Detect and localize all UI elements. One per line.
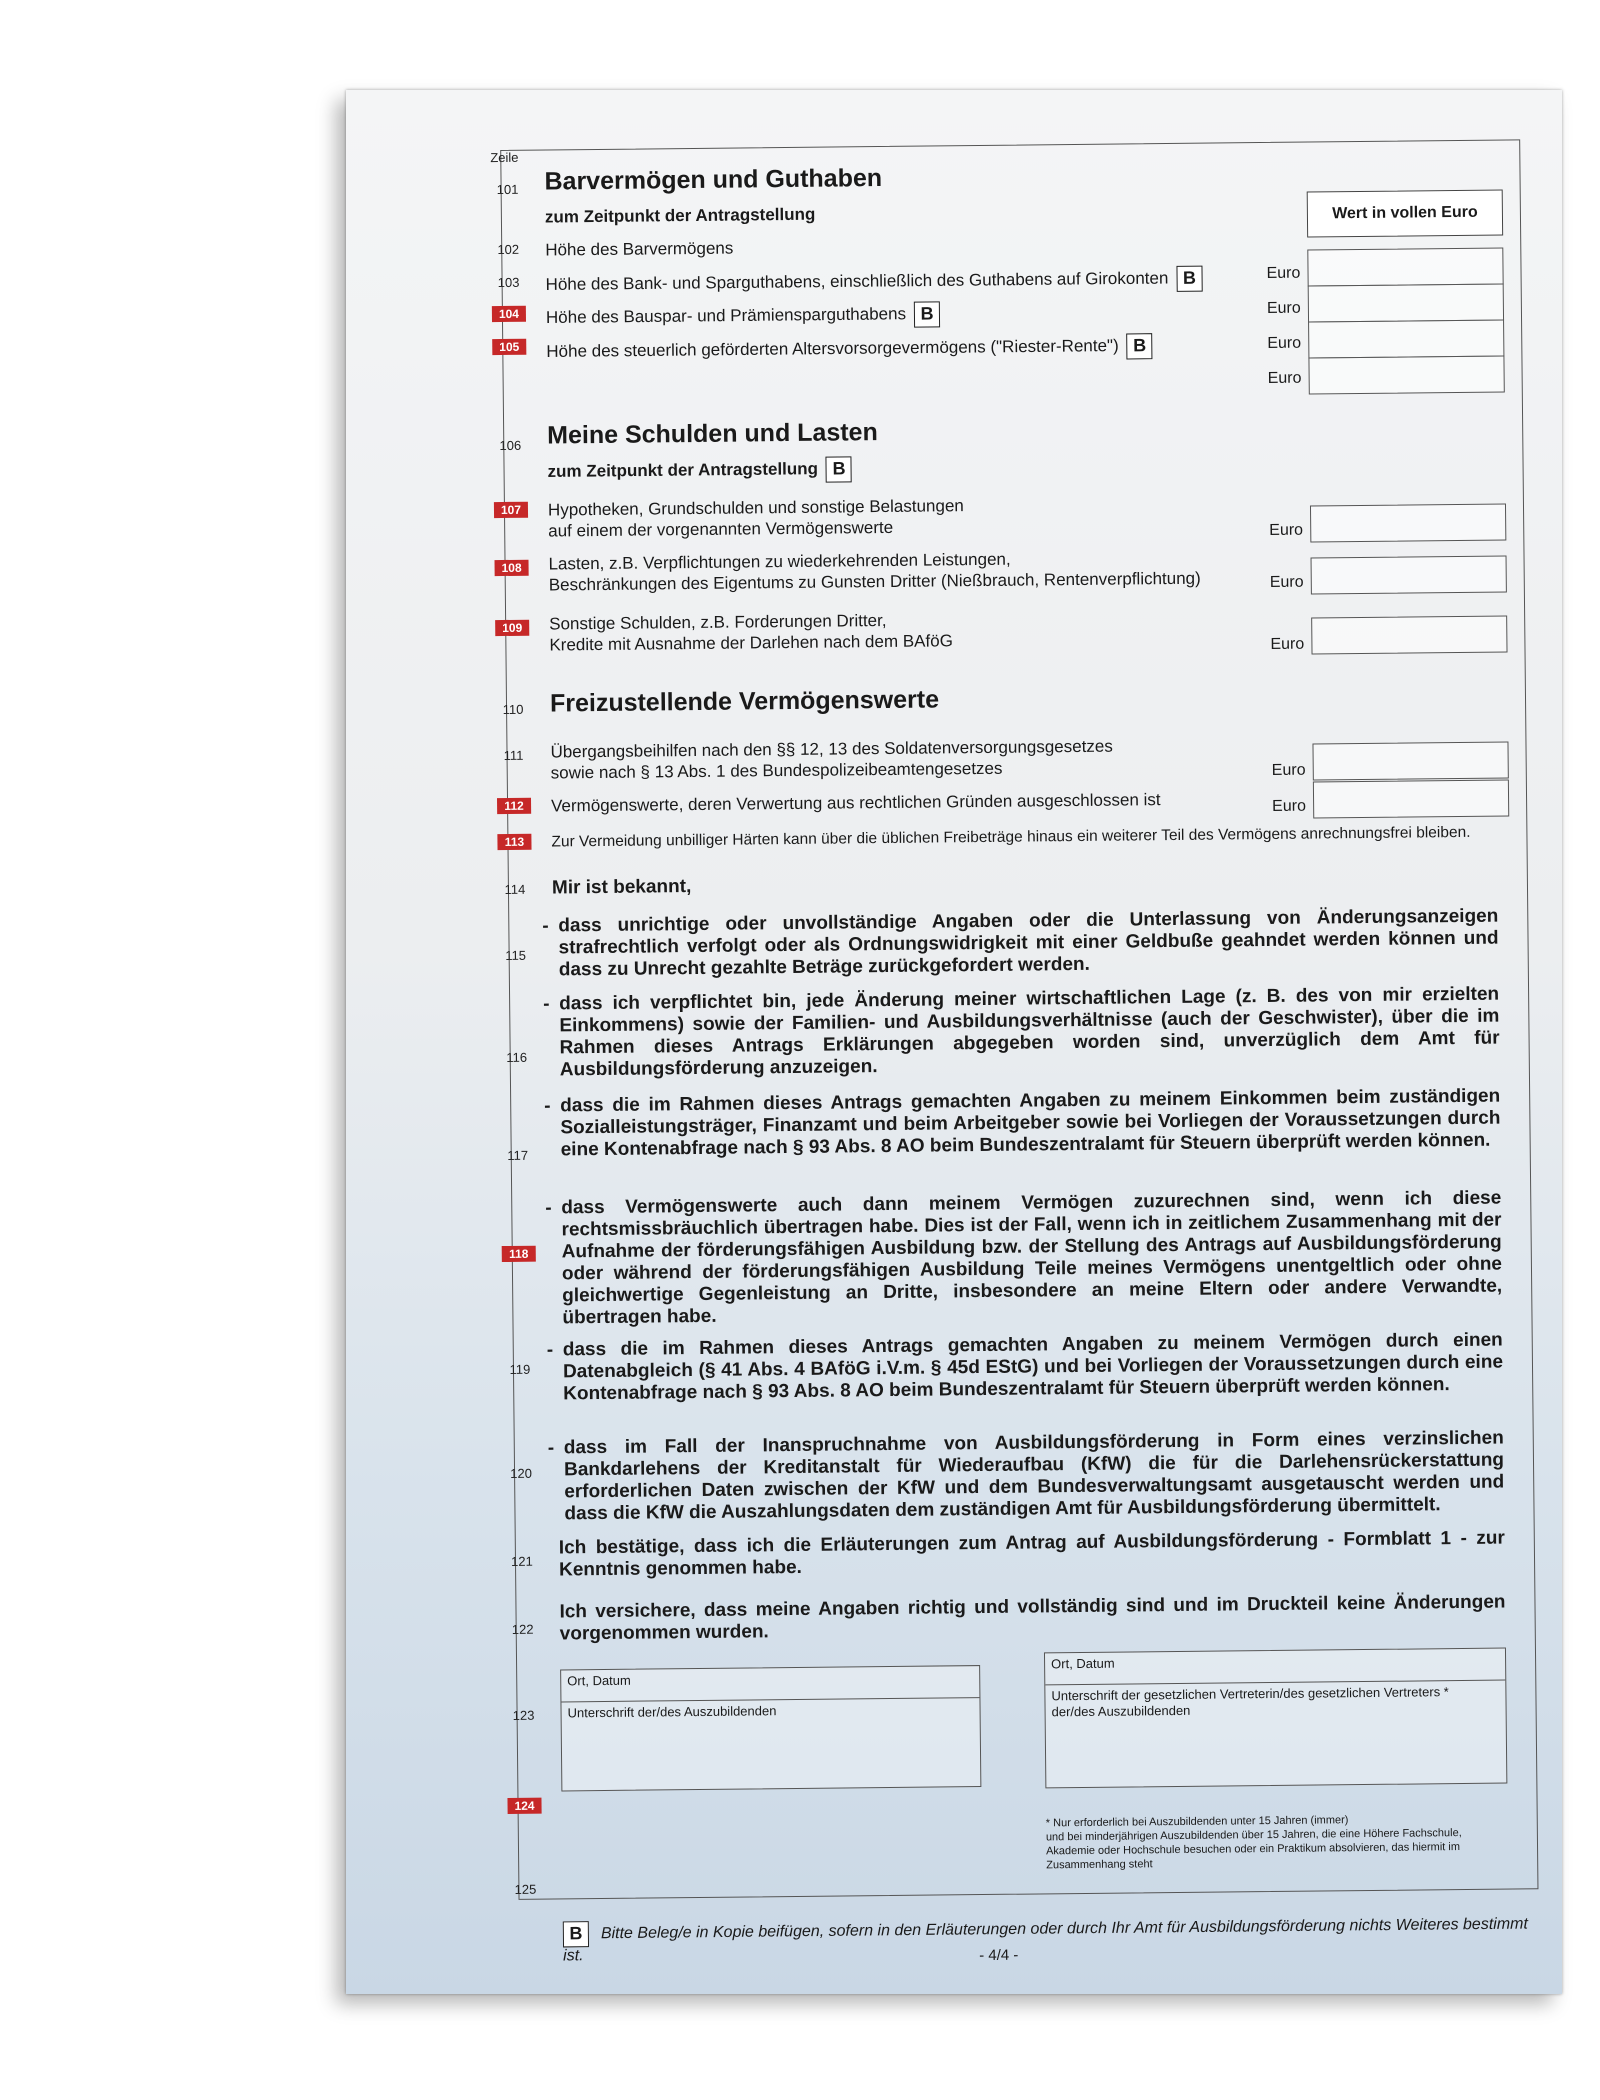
amount-input[interactable] [1308, 355, 1504, 394]
field-label: Lasten, z.B. Verpflichtungen zu wiederkehrenden Leistungen, Beschränkungen des Eigentums zu Gunsten Dritter (Nießbrauch, Rentenverpflichtung) [548, 549, 1201, 595]
declaration-item: - dass im Fall der Inanspruchnahme von Ausbildungsförderung in Form eines verzinslichen Bankdarlehens der Kreditanstalt für Wiederaufbau (KfW) die für die Darlehensrückerstattung erforderlichen Daten zwischen der KfW und dem Bundesverwaltungsamt ausgetauscht werden und dass die KfW die Auszahlungsdaten dem zuständigen Amt für Ausbildungsförderung übermittelt. [547, 1427, 1505, 1525]
row-number: 123 [512, 1707, 535, 1723]
amount-input[interactable] [1310, 503, 1506, 542]
assurance-text: Ich versichere, dass meine Angaben richtig und vollständig sind und im Druckteil keine Änderungen vorgenommen wurden. [559, 1591, 1506, 1645]
row-number: 125 [514, 1881, 537, 1897]
amount-input[interactable] [1308, 319, 1504, 358]
field-label: Höhe des Bauspar- und Prämiensparguthabens B [546, 301, 940, 331]
row-number: 118 [502, 1246, 536, 1262]
confirmation-text: Ich bestätige, dass ich die Erläuterungen zum Antrag auf Ausbildungsförderung - Formblatt 1 - zur Kenntnis genommen habe. [558, 1527, 1505, 1581]
zeile-label: Zeile [490, 149, 519, 166]
beleg-badge: B [563, 1921, 589, 1947]
euro-label: Euro [1266, 299, 1301, 317]
euro-label: Euro [1267, 369, 1302, 387]
declaration-intro: Mir ist bekannt, [551, 876, 692, 899]
row-number: 122 [511, 1621, 534, 1637]
amount-input[interactable] [1313, 779, 1509, 818]
euro-label: Euro [1272, 797, 1307, 815]
page-number: - 4/4 - [979, 1946, 1019, 1965]
field-label: Höhe des steuerlich geförderten Altersvorsorgevermögens ("Riester-Rente") B [546, 333, 1153, 365]
row-number: 107 [494, 502, 528, 518]
section-subtitle: zum Zeitpunkt der Antragstellung [544, 204, 816, 227]
row-number: 101 [496, 181, 519, 198]
footnote: * Nur erforderlich bei Auszubildenden unter 15 Jahren (immer) und bei minderjährigen Auszubildenden über 15 Jahren, die eine Höhere Fachschule, Akademie oder Hochschule besuchen oder ein Praktikum absolvieren, das hiermit im Zusammenhang steht [1045, 1814, 1462, 1872]
place-date-label: Ort, Datum [561, 1666, 979, 1702]
row-number: 121 [511, 1553, 533, 1569]
euro-label: Euro [1271, 761, 1306, 779]
field-label: Hypotheken, Grundschulden und sonstige Belastungen auf einem der vorgenannten Vermögenswerte [547, 496, 964, 541]
row-number: 117 [507, 1147, 529, 1163]
field-label: Übergangsbeihilfen nach den §§ 12, 13 des Soldatenversorgungsgesetzes sowie nach § 13 Abs. 1 des Bundespolizeibeamtengesetzes [550, 736, 1113, 783]
amount-input[interactable] [1307, 248, 1503, 287]
attachment-hint: B Bitte Beleg/e in Kopie beifügen, sofern in den Erläuterungen oder durch Ihr Amt für Ausbildungsförderung nichts Weiteres bestimmt ist. [563, 1915, 1528, 1965]
declaration-item: - dass ich verpflichtet bin, jede Änderung meiner wirtschaftlichen Lage (z. B. des von mir erzielten Einkommens) sowie der Familien- und Ausbildungsverhältnisse (auch der Geschwister), über die im Rahmen dieses Antrags Erklärungen abgegeben worden sind, unverzüglich dem Amt für Ausbildungsförderung anzuzeigen. [543, 983, 1500, 1081]
guardian-signature-label: Unterschrift der gesetzlichen Vertreterin/des gesetzlichen Vertreters * der/des Auszubildenden [1051, 1684, 1449, 1720]
euro-label: Euro [1266, 264, 1301, 282]
field-note: Zur Vermeidung unbilliger Härten kann über die üblichen Freibeträge hinaus ein weiterer Teil des Vermögens anrechnungsfrei bleiben. [551, 823, 1471, 851]
row-number: 119 [509, 1361, 531, 1377]
amount-input[interactable] [1312, 741, 1508, 780]
row-number: 103 [497, 274, 520, 291]
row-number: 108 [495, 560, 529, 576]
euro-label: Euro [1269, 521, 1304, 539]
value-column-header: Wert in vollen Euro [1307, 190, 1503, 238]
section-title: Freizustellende Vermögenswerte [549, 685, 940, 718]
amount-input[interactable] [1311, 615, 1507, 654]
signature-box-student[interactable] [560, 1665, 981, 1791]
row-number: 111 [503, 747, 524, 763]
beleg-badge: B [826, 456, 852, 482]
row-number: 106 [499, 437, 522, 454]
row-number: 110 [502, 701, 524, 718]
place-date-label: Ort, Datum [1045, 1649, 1505, 1686]
field-label: Höhe des Barvermögens [545, 238, 734, 260]
row-number: 102 [497, 241, 520, 258]
row-number: 120 [510, 1465, 532, 1481]
section-title: Meine Schulden und Lasten [547, 418, 878, 450]
row-number: 115 [505, 947, 527, 963]
row-number: 124 [507, 1798, 541, 1814]
form-content [490, 119, 1549, 1965]
student-signature-label: Unterschrift der/des Auszubildenden [567, 1703, 777, 1721]
declaration-item: - dass Vermögenswerte auch dann meinem Vermögen zuzurechnen sind, wenn ich diese rechtsmissbräuchlich übertragen habe. Dies ist der Fall, wenn ich in zeitlichem Zusammenhang mit der Aufnahme der förderungsfähigen Ausbildung bzw. der Stellung des Antrags auf Ausbildungsförderung oder während der förderungsfähigen Ausbildung Teile meines Vermögens unentgeltlich oder ohne gleichwertige Gegenleistung an Dritte, insbesondere an meine Eltern oder andere Verwandte, übertragen habe. [545, 1187, 1503, 1329]
section-subtitle: zum Zeitpunkt der Antragstellung B [547, 456, 852, 485]
row-number: 113 [497, 834, 531, 850]
row-number: 112 [497, 798, 531, 814]
euro-label: Euro [1267, 334, 1302, 352]
row-number: 109 [495, 620, 529, 636]
field-label: Vermögenswerte, deren Verwertung aus rechtlichen Gründen ausgeschlossen ist [550, 790, 1161, 816]
field-label: Sonstige Schulden, z.B. Forderungen Dritter, Kredite mit Ausnahme der Darlehen nach dem BAföG [549, 610, 953, 655]
declaration-item: - dass unrichtige oder unvollständige Angaben oder die Unterlassung von Änderungsanzeigen strafrechtlich verfolgt oder als Ordnungswidrigkeit mit einer Geldbuße geahndet werden können und dass zu Unrecht gezahlte Beträge zurückgefordert werden. [542, 905, 1499, 981]
beleg-badge: B [1176, 266, 1202, 292]
euro-label: Euro [1270, 635, 1305, 653]
row-number: 104 [492, 306, 526, 322]
row-number: 116 [506, 1049, 528, 1065]
signature-box-guardian[interactable] [1044, 1648, 1507, 1789]
row-number: 114 [504, 881, 526, 897]
amount-input[interactable] [1311, 555, 1507, 594]
beleg-badge: B [914, 301, 940, 327]
amount-input[interactable] [1308, 283, 1504, 322]
beleg-badge: B [1127, 333, 1153, 359]
declaration-item: - dass die im Rahmen dieses Antrags gemachten Angaben zu meinem Einkommen beim zuständigen Sozialleistungsträger, Finanzamt und beim Arbeitgeber sowie bei Vorliegen der Voraussetzungen durch eine Kontenabfrage nach § 93 Abs. 8 AO beim Bundeszentralamt für Steuern überprüft werden können. [544, 1085, 1501, 1161]
row-number: 105 [492, 339, 526, 355]
declaration-item: - dass die im Rahmen dieses Antrags gemachten Angaben zu meinem Vermögen durch einen Datenabgleich (§ 41 Abs. 4 BAföG i.V.m. § 45d EStG) und bei Vorliegen der Voraussetzungen durch eine Kontenabfrage nach § 93 Abs. 8 AO beim Bundeszentralamt für Steuern überprüft werden können. [546, 1329, 1504, 1405]
field-label: Höhe des Bank- und Sparguthabens, einschließlich des Guthabens auf Girokonten B [545, 266, 1202, 299]
euro-label: Euro [1269, 573, 1304, 591]
section-title: Barvermögen und Guthaben [544, 164, 883, 196]
